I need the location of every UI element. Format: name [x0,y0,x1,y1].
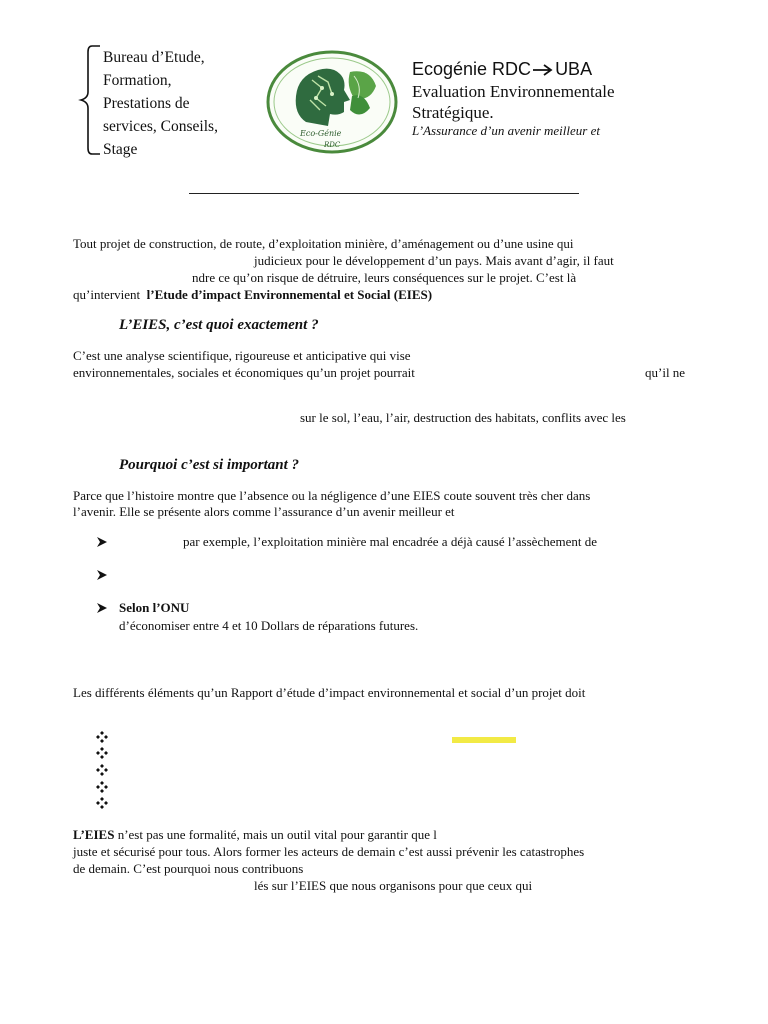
conclusion-emphasis: L’EIES [73,827,115,842]
service-item: services, Conseils, [103,118,218,135]
four-diamond-bullet-icon [96,781,108,793]
intro-line: judicieux pour le développement d’un pays. Mais avant d’agir, il faut [254,253,614,268]
conclusion-text: n’est pas une formalité, mais un outil vital pour garantir que l [117,827,437,842]
header-divider [189,193,579,194]
arrowhead-bullet-icon [96,569,108,581]
intro-line: Tout projet de construction, de route, d’exploitation minière, d’aménagement ou d’une usine qui [73,236,574,251]
section-heading: Pourquoi c’est si important ? [119,457,300,473]
service-item: Stage [103,141,138,158]
section1-line: C’est une analyse scientifique, rigoureuse et anticipative qui vise [73,348,411,363]
org-name: Ecogénie RDC [412,59,532,79]
four-diamond-bullet-icon [96,747,108,759]
right-arrow-icon [532,64,554,76]
arrowhead-bullet-icon [96,536,108,548]
four-diamond-bullet-icon [96,797,108,809]
arrowhead-bullet-icon [96,602,108,614]
bullet-emphasis: Selon l’ONU [119,600,190,615]
conclusion-line [73,827,437,844]
section2-line: Parce que l’histoire montre que l’absence ou la négligence d’une EIES coute souvent très cher dans [73,488,591,503]
org-target: UBA [555,59,593,79]
curly-brace-icon [78,44,104,156]
logo-text-top: Eco-Génie [300,129,342,138]
bullet-text: par exemple, l’exploitation minière mal encadrée a déjà causé l’assèchement de [183,534,597,549]
ecogenie-logo [266,50,398,154]
conclusion-line: lés sur l’EIES que nous organisons pour que ceux qui [254,878,533,893]
title-block: Ecogénie RDC UBA Evaluation Environnementale Stratégique. L’Assurance d’un avenir meilleur et [412,59,615,138]
service-item: Prestations de [103,95,190,112]
section1-line: sur le sol, l’eau, l’air, destruction des habitats, conflits avec les [300,410,626,425]
service-item: Bureau d’Etude, [103,49,205,66]
section3-line: Les différents éléments qu’un Rapport d’étude d’impact environnemental et social d’un projet doit [73,685,586,700]
subtitle-line1: Evaluation Environnementale [412,82,615,101]
services-list [103,46,218,161]
tagline: L’Assurance d’un avenir meilleur et [412,123,600,138]
four-diamond-bullet-icon [96,764,108,776]
service-item: Formation, [103,72,172,89]
org-title [412,57,615,81]
highlight-mark [452,737,516,743]
section2-line: l’avenir. Elle se présente alors comme l’assurance d’un avenir meilleur et [73,504,455,519]
intro-emphasis: l’Etude d’impact Environnemental et Social (EIES) [146,287,433,302]
conclusion-line: juste et sécurisé pour tous. Alors former les acteurs de demain c’est aussi prévenir les catastrophes [73,844,585,859]
section1-line: qu’il ne [645,365,686,380]
bullet-text [119,600,189,616]
bullet-text: d’économiser entre 4 et 10 Dollars de réparations futures. [119,618,419,633]
four-diamond-bullet-icon [96,731,108,743]
section-heading: L’EIES, c’est quoi exactement ? [119,317,319,333]
conclusion-line: de demain. C’est pourquoi nous contribuons [73,861,304,876]
intro-line [73,287,432,304]
logo-text-bottom: RDC [324,141,341,149]
section1-line: environnementales, sociales et économiques qu’un projet pourrait [73,365,415,380]
subtitle-line2: Stratégique [412,103,490,122]
intro-text: qu’intervient [73,287,141,302]
intro-line: ndre ce qu’on risque de détruire, leurs conséquences sur le projet. C’est là [192,270,577,285]
